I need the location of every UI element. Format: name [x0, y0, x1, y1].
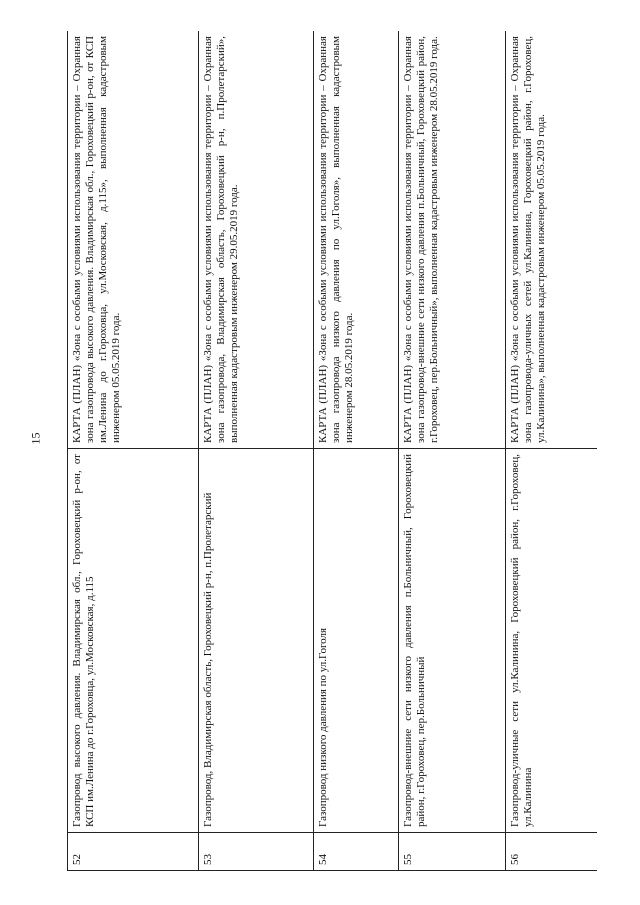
table-row — [314, 31, 399, 871]
object-name: Газопровод низкого давления по ул.Гоголя — [314, 449, 399, 833]
row-number: 55 — [399, 833, 506, 871]
document-description: КАРТА (ПЛАН) «Зона с особыми условиями использования территории – Охранная зона газопровода-уличных сетей ул.Калинина, Гороховецкий район, г.Гороховец, ул.Калинина», выполненная кадастровым инженером 05.05.2019 года. — [506, 31, 598, 449]
object-name: Газопровод, Владимирская область, Гороховецкий р-н, п.Пролетарский — [199, 449, 314, 833]
rotated-table-frame — [67, 31, 597, 871]
object-name: Газопровод-уличные сети ул.Калинина, Гороховецкий район, г.Гороховец, ул.Калинина — [506, 449, 598, 833]
row-number: 53 — [199, 833, 314, 871]
registry-table — [67, 31, 597, 871]
registry-sheet — [67, 31, 597, 871]
document-description: КАРТА (ПЛАН) «Зона с особыми условиями использования территории – Охранная зона газопровода высокого давления. Владимирская обл., Гороховецкий р-он, от КСП им.Ленина до г.Гороховца, ул.Московская, д.115», выполненная кадастровым инженером 05.05.2019 года. — [68, 31, 199, 449]
row-number: 54 — [314, 833, 399, 871]
table-row — [399, 31, 506, 871]
row-number: 52 — [68, 833, 199, 871]
document-description: КАРТА (ПЛАН) «Зона с особыми условиями использования территории – Охранная зона газопровода низкого давления по ул.Гоголя», выполненная кадастровым инженером 28.05.2019 года. — [314, 31, 399, 449]
page-number: 15 — [28, 432, 43, 445]
object-name: Газопровод-внешние сети низкого давления п.Больничный, Гороховецкий район, г.Гороховец, пер.Больничный — [399, 449, 506, 833]
row-number: 56 — [506, 833, 598, 871]
table-row — [199, 31, 314, 871]
table-row — [506, 31, 598, 871]
object-name: Газопровод высокого давления. Владимирская обл., Гороховецкий р-он, от КСП им.Ленина до г.Гороховца, ул.Московская, д.115 — [68, 449, 199, 833]
table-row — [68, 31, 199, 871]
document-description: КАРТА (ПЛАН) «Зона с особыми условиями использования территории – Охранная зона газопровода, Владимирская область, Гороховецкий р-н, п.Пролетарский», выполненная кадастровым инженером 29.05.2019 года. — [199, 31, 314, 449]
document-description: КАРТА (ПЛАН) «Зона с особыми условиями использования территории – Охранная зона газопровод-внешние сети низкого давления п.Больничный, Гороховецкий район, г.Гороховец, пер.Больничный», выполненная кадастровым инженером 28.05.2019 года. — [399, 31, 506, 449]
